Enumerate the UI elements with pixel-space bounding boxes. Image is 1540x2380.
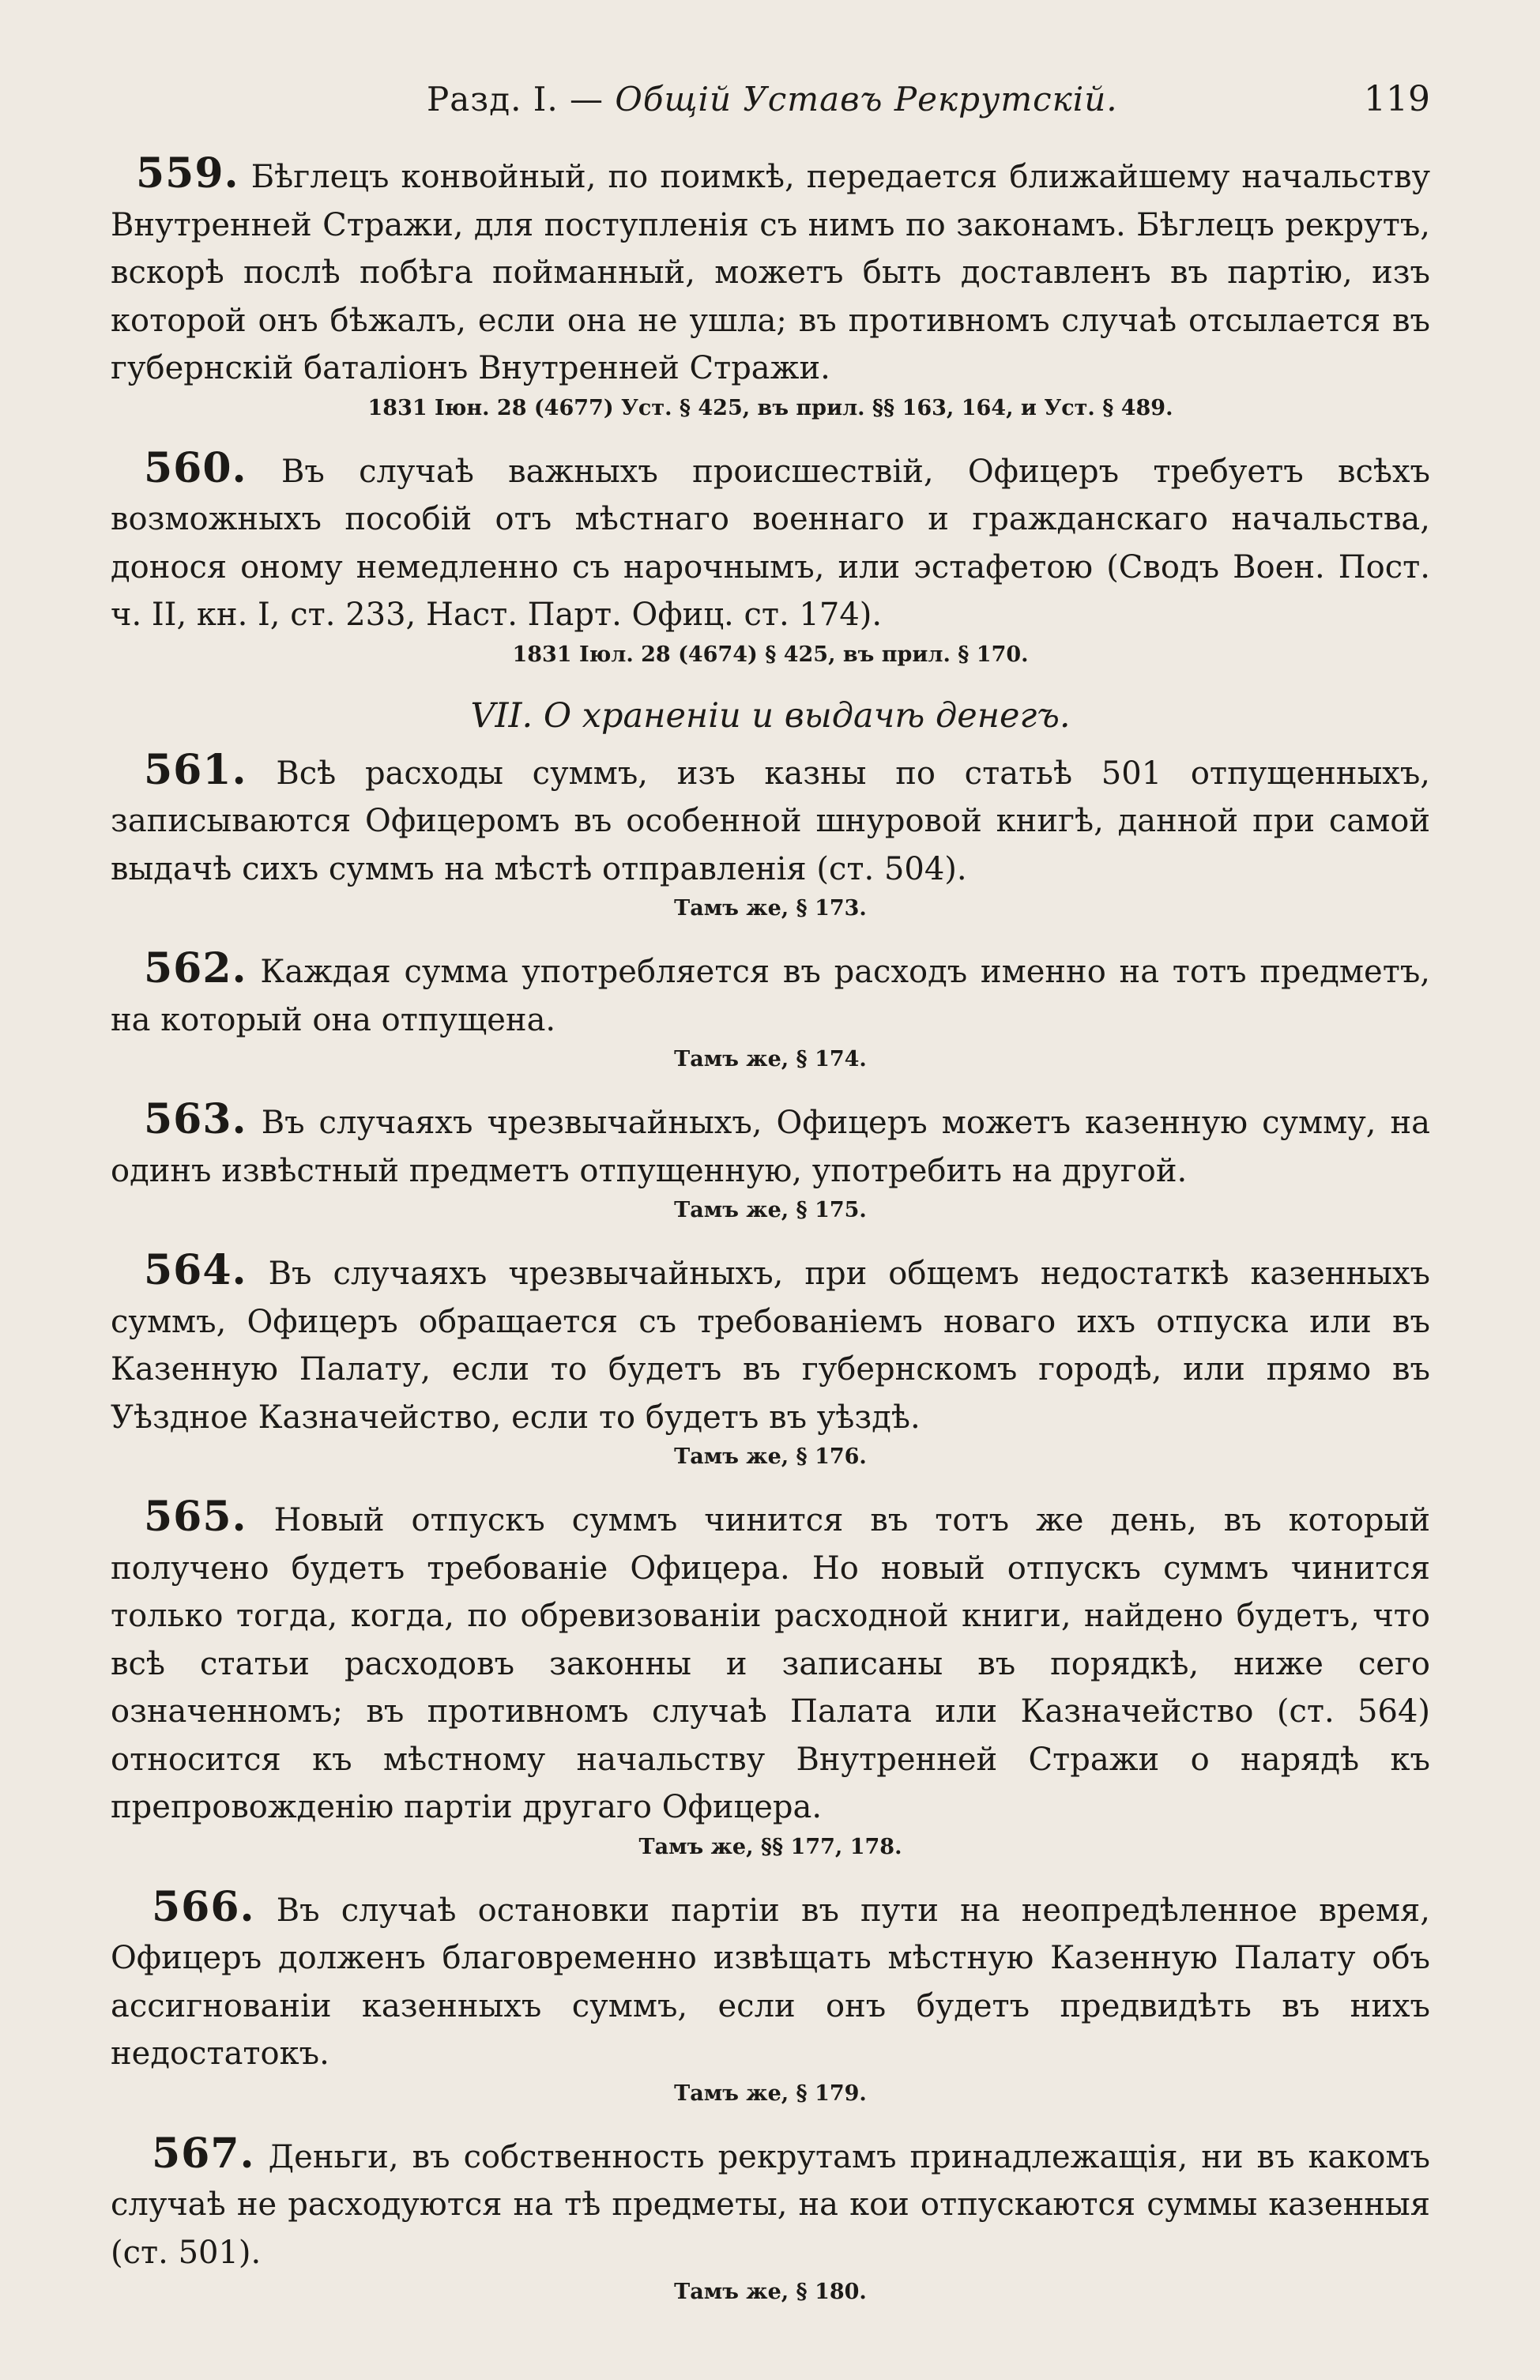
article-560 <box>111 445 1430 639</box>
article-source: Тамъ же, § 175. <box>674 1198 867 1222</box>
article-564 <box>111 1247 1430 1441</box>
article-source: 1831 Іюн. 28 (4677) Уст. § 425, въ прил. §§ 163, 164, и Уст. § 489. <box>367 395 1173 420</box>
header-part: Разд. I. — <box>427 80 616 119</box>
article-number: 565. <box>144 1493 247 1541</box>
page-number: 119 <box>1364 79 1430 119</box>
article-text: Въ случаяхъ чрезвычайныхъ, Офицеръ можетъ казенную сумму, на одинъ извѣстный предметъ отпущенную, употребить на другой. <box>111 1105 1431 1189</box>
article-source: Тамъ же, § 176. <box>674 1444 867 1469</box>
article-561 <box>111 747 1430 894</box>
article-number: 559. <box>136 149 239 198</box>
article-source: Тамъ же, § 179. <box>674 2081 867 2106</box>
article-number: 564. <box>144 1246 247 1294</box>
article-number: 566. <box>152 1882 255 1931</box>
article-text: Въ случаѣ остановки партіи въ пути на неопредѣленное время, Офицеръ долженъ благовременно извѣщать мѣстную Казенную Палату объ ассигнованіи казенныхъ суммъ, если онъ будетъ предвидѣть въ нихъ недостатокъ. <box>111 1892 1430 2072</box>
article-text: Новый отпускъ суммъ чинится въ тотъ же день, въ который получено будетъ требованіе Офицера. Но новый отпускъ суммъ чинится только тогда, когда, по обревизованіи расходной книги, найдено будетъ, что всѣ статьи расходовъ законны и записаны въ порядкѣ, ниже сего означенномъ; въ противномъ случаѣ Палата или Казначейство (ст. 564) относится къ мѣстному начальству Внутренней Стражи о нарядѣ къ препровожденію партіи другаго Офицера. <box>111 1502 1430 1825</box>
article-number: 567. <box>152 2129 255 2178</box>
article-source: 1831 Іюл. 28 (4674) § 425, въ прил. § 170. <box>512 642 1029 667</box>
article-number: 563. <box>144 1095 247 1143</box>
article-559 <box>111 150 1430 393</box>
article-number: 560. <box>144 443 247 492</box>
header-title <box>427 80 1118 119</box>
article-number: 562. <box>144 944 247 992</box>
running-header <box>111 79 1430 150</box>
article-source: Тамъ же, § 173. <box>674 896 867 921</box>
article-text: Въ случаѣ важныхъ происшествій, Офицеръ требуетъ всѣхъ возможныхъ пособій отъ мѣстнаго военнаго и гражданскаго начальства, донося оному немедленно съ нарочнымъ, или эстафетою (Сводъ Воен. Пост. ч. II, кн. I, ст. 233, Наст. Парт. Офиц. ст. 174). <box>111 453 1430 633</box>
section-title: VII. О храненіи и выдачѣ денегъ. <box>470 695 1071 736</box>
article-source: Тамъ же, §§ 177, 178. <box>638 1834 902 1859</box>
article-text: Бѣглецъ конвойный, по поимкѣ, передается ближайшему начальству Внутренней Стражи, для поступленія съ нимъ по законамъ. Бѣглецъ рекрутъ, вскорѣ послѣ побѣга пойманный, можетъ быть доставленъ въ партію, изъ которой онъ бѣжалъ, если она не ушла; въ противномъ случаѣ отсылается въ губернскій баталіонъ Внутренней Стражи. <box>111 159 1431 386</box>
article-text: Въ случаяхъ чрезвычайныхъ, при общемъ недостаткѣ казенныхъ суммъ, Офицеръ обращается съ требованіемъ новаго ихъ отпуска или въ Казенную Палату, если то будетъ въ губернскомъ городѣ, или прямо въ Уѣздное Казначейство, если то будетъ въ уѣздѣ. <box>111 1256 1430 1436</box>
article-text: Каждая сумма употребляется въ расходъ именно на тотъ предметъ, на который она отпущена. <box>111 954 1430 1038</box>
header-italic-title: Общій Уставъ Рекрутскій. <box>615 80 1118 119</box>
article-text: Деньги, въ собственность рекрутамъ принадлежащія, ни въ какомъ случаѣ не расходуются на тѣ предметы, на кои отпускаются суммы казенныя (ст. 501). <box>111 2138 1431 2271</box>
article-563 <box>111 1096 1430 1195</box>
article-source: Тамъ же, § 174. <box>674 1047 867 1071</box>
article-number: 561. <box>144 745 247 794</box>
article-565 <box>111 1493 1430 1832</box>
article-562 <box>111 945 1430 1044</box>
article-source: Тамъ же, § 180. <box>674 2280 867 2304</box>
article-566 <box>111 1884 1430 2078</box>
article-text: Всѣ расходы суммъ, изъ казны по статьѣ 501 отпущенныхъ, записываются Офицеромъ въ особенной шнуровой книгѣ, данной при самой выдачѣ сихъ суммъ на мѣстѣ отправленія (ст. 504). <box>111 755 1430 887</box>
article-567 <box>111 2130 1430 2277</box>
page <box>111 79 1430 2329</box>
